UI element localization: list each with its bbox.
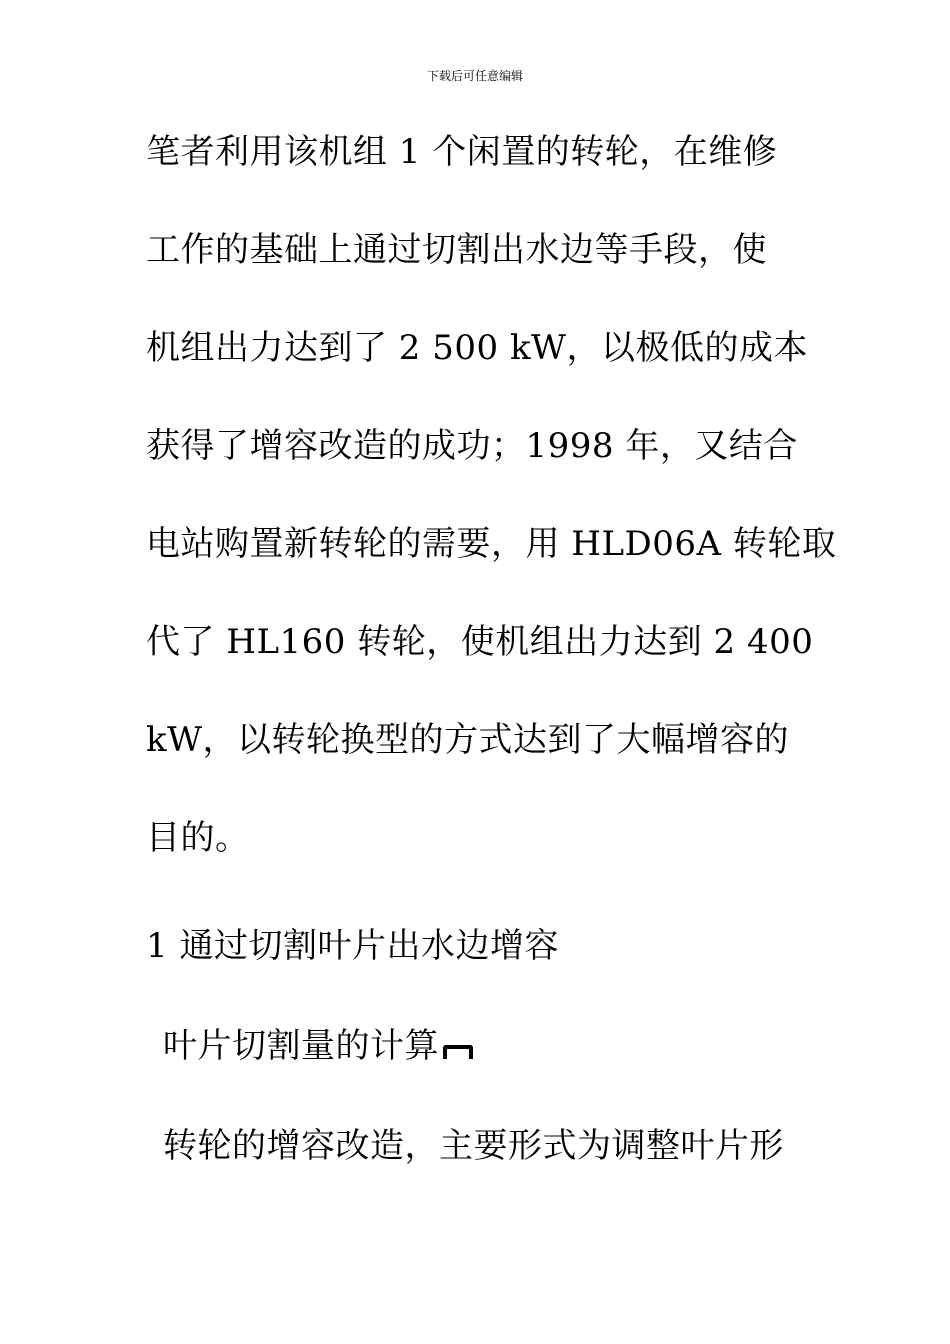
body-line: 目的。 (146, 818, 250, 858)
body-line: kW，以转轮换型的方式达到了大幅增容的 (146, 720, 790, 760)
body-line: 机组出力达到了 2 500 kW，以极低的成本 (146, 328, 808, 368)
body-line: 工作的基础上通过切割出水边等手段，使 (146, 230, 767, 270)
body-line: 获得了增容改造的成功；1998 年，又结合 (146, 426, 798, 466)
body-line: 电站购置新转轮的需要，用 HLD06A 转轮取 (146, 524, 837, 564)
header-note: 下载后可任意编辑 (426, 69, 523, 83)
body-line: 代了 HL160 转轮，使机组出力达到 2 400 (146, 622, 814, 662)
body-line: 笔者利用该机组 1 个闲置的转轮，在维修 (146, 132, 778, 172)
bracket-mark-icon (443, 1045, 473, 1059)
section-heading: 1 通过切割叶片出水边增容 (146, 926, 559, 966)
subsection-heading-row (163, 1026, 473, 1066)
paragraph-start: 转轮的增容改造，主要形式为调整叶片形 (163, 1126, 784, 1166)
subsection-heading: 叶片切割量的计算 (163, 1026, 439, 1066)
